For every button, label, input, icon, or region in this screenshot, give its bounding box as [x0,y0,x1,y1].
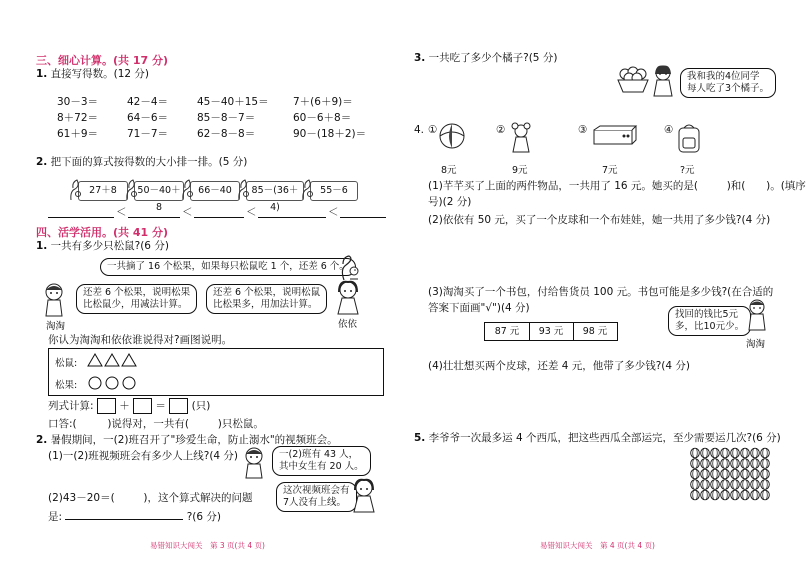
answer-box[interactable] [97,398,116,414]
expression-card: 50－40＋8 [134,181,184,201]
watermelon-icon [741,480,750,490]
squirrel-icon [69,179,81,201]
watermelon-icon [691,448,700,458]
drawing-area[interactable] [48,348,384,396]
item-price: 7元 [602,165,618,176]
watermelon-icon [711,448,720,458]
name-yiyi: 依依 [338,319,358,330]
watermelon-icon [741,459,750,469]
watermelon-icon [751,448,760,458]
q1-heading: 1. 直接写得数。(12 分) [36,68,150,80]
watermelon-icon [691,459,700,469]
section-three-title: 三、细心计算。(共 17 分) [36,54,169,67]
watermelon-icon [761,469,770,479]
answer-line[interactable] [65,508,183,520]
item-price: 8元 [441,165,457,176]
speech-bubble-taotao: 还差 6 个松果，说明松果 比松鼠少，用减法计算。 [76,284,197,314]
price-option[interactable]: 93 元 [529,323,574,340]
watermelon-icon [761,480,770,490]
watermelon-icon [691,480,700,490]
watermelon-icon [751,480,760,490]
expression-card: 55－6 [310,181,358,201]
q4-1-heading: 1. 一共有多少只松鼠?(6 分) [36,240,169,252]
q4-sub1: (1)芊芊买了上面的两件物品，一共用了 16 元。她买的是( )和( )。(填序 [428,180,806,192]
watermelon-icon [721,480,730,490]
price-options-table [484,322,618,341]
item-price: 9元 [512,165,528,176]
q4-number: 4. [414,124,425,136]
q4-sub4: (4)壮壮想买两个皮球，还差 4 元，他带了多少钱?(4 分) [428,360,691,372]
pencil-case-icon [590,124,636,148]
calc-item: 60－6＋8＝ [293,112,352,124]
circle-shapes [85,375,145,391]
order-blank[interactable] [258,206,326,218]
label-pinecone: 松果: [55,380,78,391]
order-blank[interactable] [340,206,386,218]
speech-bubble-class: 一(2)班有 43 人， 其中女生有 20 人。 [272,446,371,476]
watermelon-icon [721,469,730,479]
item-mark: ② [496,124,506,136]
q4-2-sub2-line: 是: ?(6 分) [48,508,221,524]
less-than-sign: ＜ [328,206,339,218]
speech-bubble-top: 一共摘了 16 个松果，如果每只松鼠吃 1 个，还差 6 个。 [100,258,356,276]
q4-sub3-line1: (3)淘淘买了一个书包，付给售货员 100 元。书包可能是多少钱?(在合适的 [428,286,774,298]
watermelon-icon [751,490,760,500]
watermelon-icon [741,448,750,458]
expression-card: 85－(36＋4) [246,181,304,201]
backpack-icon [676,122,702,154]
watermelon-icon [741,469,750,479]
speech-bubble-oranges: 我和我的4位同学 每人吃了3个橘子。 [680,68,776,98]
watermelon-icon [691,490,700,500]
boy-figure-icon [744,298,770,332]
less-than-sign: ＜ [182,206,193,218]
watermelon-icon [711,490,720,500]
watermelon-icon [731,459,740,469]
q3-heading: 3. 一共吃了多少个橘子?(5 分) [414,52,558,64]
calc-item: 42－4＝ [127,96,169,108]
formula-line: 列式计算: ＋ ＝ (只) [48,400,211,412]
calc-item: 8＋72＝ [57,112,99,124]
expression-card: 66－40 [190,181,240,201]
orange-bowl-icon [616,64,650,94]
q2-heading: 2. 把下面的算式按得数的大小排一排。(5 分) [36,156,248,168]
squirrel-icon [301,179,313,201]
calc-item: 62－8－8＝ [197,128,256,140]
order-blank[interactable] [48,206,114,218]
watermelon-icon [711,480,720,490]
left-page-footer: 易错知识大闯关 第 3 页(共 4 页) [150,541,265,550]
q4-sub2: (2)依依有 50 元，买了一个皮球和一个布娃娃，她一共用了多少钱?(4 分) [428,214,771,226]
calc-item: 90－(18＋2)＝ [293,128,367,140]
calc-item: 64－6＝ [127,112,169,124]
calc-item: 45－40＋15＝ [197,96,269,108]
less-than-sign: ＜ [246,206,257,218]
q4-2-heading: 2. 暑假期间，一(2)班召开了"珍爱生命，防止溺水"的视频班会。 [36,434,338,446]
watermelon-icon [701,490,710,500]
q5-heading: 5. 李爷爷一次最多运 4 个西瓜，把这些西瓜全部运完，至少需要运几次?(6 分) [414,432,781,444]
watermelon-grid-icon [690,448,772,502]
watermelon-icon [711,469,720,479]
squirrel-icon [181,179,193,201]
less-than-sign: ＜ [116,206,127,218]
watermelon-icon [701,469,710,479]
watermelon-icon [721,448,730,458]
calc-item: 85－8－7＝ [197,112,256,124]
speech-bubble-yiyi: 还差 6 个松果，说明松鼠 比松果多，用加法计算。 [206,284,327,314]
q4-1-question: 你认为淘淘和依依谁说得对?画图说明。 [48,334,233,346]
watermelon-icon [751,469,760,479]
watermelon-icon [761,459,770,469]
calc-item: 30－3＝ [57,96,99,108]
right-page-footer: 易错知识大闯关 第 4 页(共 4 页) [540,541,655,550]
squirrel-icon [237,179,249,201]
price-option[interactable]: 87 元 [485,323,530,340]
girl-figure-icon [334,280,362,316]
section-four-title: 四、活学活用。(共 41 分) [36,226,169,239]
order-blank[interactable] [128,206,180,218]
watermelon-icon [721,459,730,469]
q4-2-sub1: (1)一(2)班视频班会有多少人上线?(4 分) [48,450,239,462]
expression-card: 27＋8 [78,181,128,201]
speech-bubble-absent: 这次视频班会有 7人没有上线。 [276,482,357,512]
watermelon-icon [701,480,710,490]
answer-box[interactable] [133,398,152,414]
q4-sub3-line2: 答案下面画"√")(4 分) [428,302,530,314]
q4-2-sub2: (2)43－20＝( )，这个算式解决的问题 [48,492,253,504]
girl-figure-icon [350,478,378,514]
label-squirrel: 松鼠: [55,358,78,369]
calc-item: 61＋9＝ [57,128,99,140]
ball-icon [438,122,466,150]
watermelon-icon [701,448,710,458]
name-taotao: 淘淘 [46,321,66,332]
calc-item: 7＋(6＋9)＝ [293,96,353,108]
watermelon-icon [761,448,770,458]
calc-item: 71－7＝ [127,128,169,140]
watermelon-icon [691,469,700,479]
order-blank[interactable] [194,206,244,218]
watermelon-icon [731,480,740,490]
watermelon-icon [731,448,740,458]
girl-figure-icon [650,64,676,98]
q4-sub1-cont: 号)(2 分) [428,196,472,208]
item-mark: ④ [664,124,674,136]
item-mark: ③ [578,124,588,136]
squirrel-icon [125,179,137,201]
speech-bubble-change: 找回的钱比5元 多，比10元少。 [668,306,751,336]
watermelon-icon [701,459,710,469]
triangle-shapes [85,352,145,368]
watermelon-icon [751,459,760,469]
item-mark: ① [428,124,438,136]
name-taotao: 淘淘 [746,339,766,350]
watermelon-icon [721,490,730,500]
squirrel-icon [340,255,362,281]
watermelon-icon [741,490,750,500]
watermelon-icon [761,490,770,500]
watermelon-icon [731,490,740,500]
watermelon-icon [711,459,720,469]
item-price: ?元 [680,165,695,176]
price-option[interactable]: 98 元 [582,326,608,337]
doll-icon [508,122,534,154]
watermelon-icon [731,469,740,479]
boy-figure-icon [40,282,68,318]
boy-figure-icon [240,446,268,480]
answer-box[interactable] [169,398,188,414]
oral-answer: 口答:( )说得对，一共有( )只松鼠。 [48,418,264,430]
